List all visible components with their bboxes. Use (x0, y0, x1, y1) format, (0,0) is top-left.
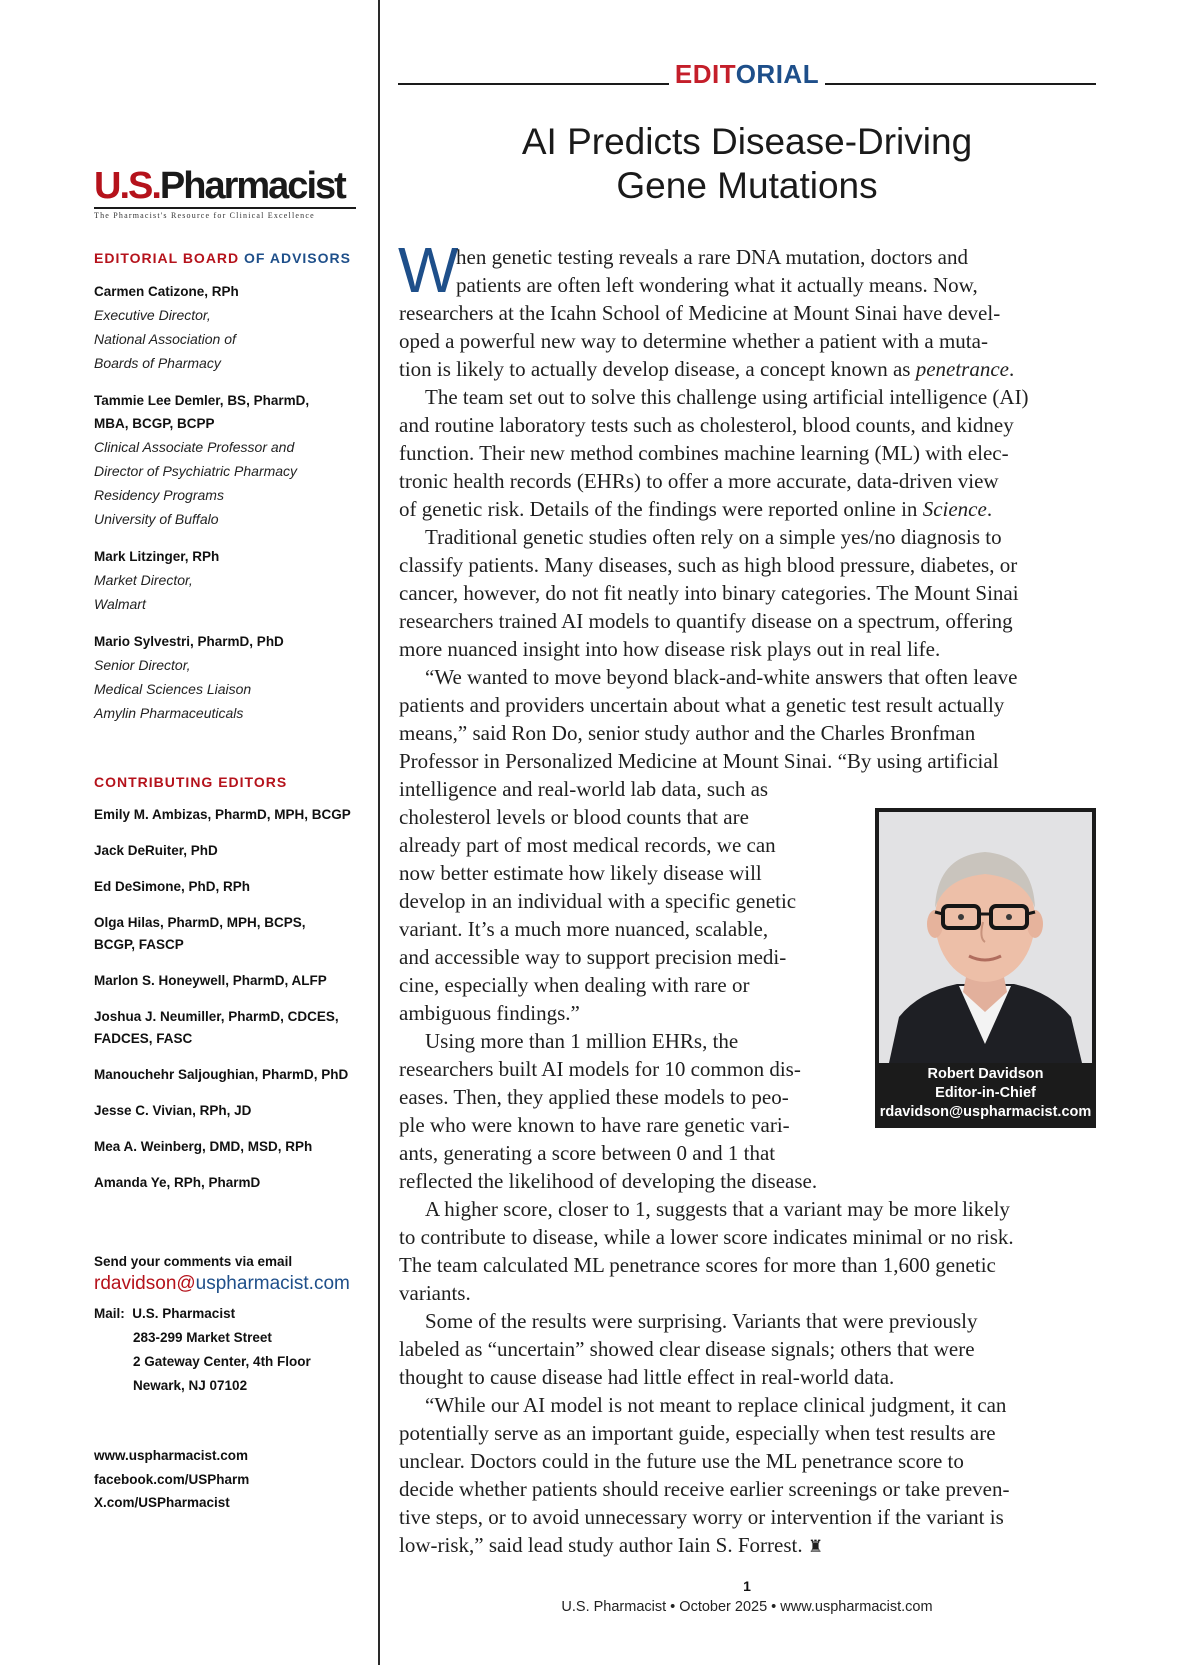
article-line: means,” said Ron Do, senior study author and the Charles Bronfman (399, 721, 976, 745)
article-line: hen genetic testing reveals a rare DNA mutation, doctors and (456, 245, 968, 269)
editor-entry: Emily M. Ambizas, PharmD, MPH, BCGP (94, 807, 351, 822)
contributing-editors-heading: CONTRIBUTING EDITORS (94, 774, 288, 790)
article-line: Some of the results were surprising. Variants that were previously (425, 1309, 978, 1333)
editor-entry: Manouchehr Saljoughian, PharmD, PhD (94, 1067, 349, 1082)
article-line: intelligence and real-world lab data, such as (399, 777, 769, 801)
publication-logo (94, 166, 356, 220)
article-line: develop in an individual with a specific genetic (399, 889, 797, 913)
section-label: EDITORIAL (398, 60, 1096, 88)
advisor-list (94, 280, 364, 725)
article-line: patients are often left wondering what it actually means. Now, (456, 273, 978, 297)
editor-email[interactable]: rdavidson@uspharmacist.com (879, 1104, 1092, 1120)
article-line: The team set out to solve this challenge using artificial intelligence (AI) (425, 385, 1029, 409)
contact-block (94, 1252, 364, 1398)
article-line: variant. It’s a much more nuanced, scalable, (399, 917, 769, 941)
editorial-board-heading: EDITORIAL BOARD OF ADVISORS (94, 250, 351, 266)
editor-entry: Joshua J. Neumiller, PharmD, CDCES, FADCES, FASC (94, 1009, 339, 1046)
editor-entry: Amanda Ye, RPh, PharmD (94, 1175, 261, 1190)
article-line: ambiguous findings.” (399, 1001, 580, 1025)
article-line: “While our AI model is not meant to replace clinical judgment, it can (425, 1393, 1007, 1417)
article-line: patients and providers uncertain about what a genetic test result actually (399, 693, 1005, 717)
drop-cap: W (398, 234, 459, 306)
comments-email-link[interactable]: rdavidson@uspharmacist.com (94, 1273, 350, 1294)
advisor-name: Carmen Catizone, RPh (94, 284, 239, 299)
social-links (94, 1444, 364, 1515)
editor-list (94, 804, 364, 1194)
article-line: classify patients. Many diseases, such as high blood pressure, diabetes, or (399, 553, 1018, 577)
advisor-title: National Association of (94, 331, 236, 347)
advisor-title: Executive Director, (94, 307, 211, 323)
advisor-name: Tammie Lee Demler, BS, PharmD, (94, 393, 310, 408)
article-line: more nuanced insight into how disease risk plays out in real life. (399, 637, 941, 661)
advisor-title: Medical Sciences Liaison (94, 681, 252, 697)
article-headline: AI Predicts Disease-Driving Gene Mutations (521, 121, 973, 206)
editor-role: Editor-in-Chief (935, 1085, 1036, 1101)
article-line: Traditional genetic studies often rely on a simple yes/no diagnosis to (425, 525, 1002, 549)
advisor-title: University of Buffalo (94, 511, 219, 527)
article-line: Using more than 1 million EHRs, the (425, 1029, 739, 1053)
mail-address: Mail: U.S. Pharmacist 283-299 Market Street 2 Gateway Center, 4th Floor Newark, NJ 07102 (94, 1306, 311, 1393)
editor-entry: Jack DeRuiter, PhD (94, 843, 218, 858)
advisor-title: Amylin Pharmaceuticals (94, 705, 244, 721)
article-line: tion is likely to actually develop disease, a concept known as penetrance. (399, 357, 1015, 381)
logo-name: Pharmacist (159, 165, 345, 207)
article-line: oped a powerful new way to determine whether a patient with a muta- (399, 329, 988, 353)
advisor-title: Residency Programs (94, 487, 224, 503)
article-line: now better estimate how likely disease will (399, 861, 762, 885)
advisor-entry (94, 280, 364, 375)
advisor-entry (94, 630, 364, 725)
end-mark-icon: ♜ (807, 1537, 824, 1557)
advisor-name: MBA, BCGP, BCPP (94, 416, 215, 431)
article-line: thought to cause disease had little effect in real-world data. (399, 1365, 895, 1389)
article-line: ple who were known to have rare genetic vari- (399, 1113, 790, 1137)
contributing-editors (94, 774, 364, 1208)
article-line: Professor in Personalized Medicine at Mount Sinai. “By using artificial (399, 749, 999, 773)
advisor-title: Clinical Associate Professor and (94, 439, 295, 455)
advisor-entry (94, 545, 364, 616)
article-line: to contribute to disease, while a lower score indicates minimal or no risk. (399, 1225, 1014, 1249)
article-line: A higher score, closer to 1, suggests that a variant may be more likely (425, 1197, 1010, 1221)
advisor-name: Mark Litzinger, RPh (94, 549, 220, 564)
logo-tagline: The Pharmacist's Resource for Clinical Excellence (94, 211, 315, 220)
comments-label: Send your comments via email (94, 1254, 293, 1269)
advisor-title: Senior Director, (94, 657, 191, 673)
article-line: potentially serve as an important guide, especially when test results are (399, 1421, 996, 1445)
page-footer: U.S. Pharmacist • October 2025 • www.uspharmacist.com (561, 1599, 933, 1615)
article-line: and accessible way to support precision medi- (399, 945, 787, 969)
facebook-link[interactable]: facebook.com/USPharm (94, 1471, 250, 1487)
article-line: already part of most medical records, we can (399, 833, 776, 857)
article-line: cholesterol levels or blood counts that are (399, 805, 749, 829)
article-line: “We wanted to move beyond black-and-white answers that often leave (425, 665, 1018, 689)
advisor-entry (94, 389, 364, 531)
advisor-title: Director of Psychiatric Pharmacy (94, 463, 298, 479)
article-line: low-risk,” said lead study author Iain S. Forrest. ♜ (399, 1533, 824, 1557)
editor-entry: Olga Hilas, PharmD, MPH, BCPS, BCGP, FASCP (94, 915, 306, 952)
article-line: eases. Then, they applied these models to peo- (399, 1085, 789, 1109)
article-line: variants. (399, 1281, 471, 1305)
advisor-title: Market Director, (94, 572, 193, 588)
article-line: The team calculated ML penetrance scores for more than 1,600 genetic (399, 1253, 996, 1277)
article-line: and routine laboratory tests such as cholesterol, blood counts, and kidney (399, 413, 1014, 437)
article-line: cancer, however, do not fit neatly into binary categories. The Mount Sinai (399, 581, 1019, 605)
article-line: researchers at the Icahn School of Medicine at Mount Sinai have devel- (399, 301, 1001, 325)
editor-name: Robert Davidson (927, 1066, 1044, 1082)
article-line: researchers built AI models for 10 common dis- (399, 1057, 801, 1081)
editor-entry: Ed DeSimone, PhD, RPh (94, 879, 251, 894)
editor-entry: Marlon S. Honeywell, PharmD, ALFP (94, 973, 327, 988)
article-line: tive steps, or to avoid unnecessary worry or intervention if the variant is (399, 1505, 1004, 1529)
article-line: of genetic risk. Details of the findings were reported online in Science. (399, 497, 993, 521)
page-number: 1 (743, 1578, 751, 1594)
column-divider (378, 0, 380, 1665)
article-line: function. Their new method combines machine learning (ML) with elec- (399, 441, 1009, 465)
logo-prefix: U.S. (94, 165, 160, 207)
website-link[interactable]: www.uspharmacist.com (94, 1448, 249, 1463)
article-line: tronic health records (EHRs) to offer a more accurate, data-driven view (399, 469, 999, 493)
article-line: unclear. Doctors could in the future use the ML penetrance score to (399, 1449, 964, 1473)
article-line: labeled as “uncertain” showed clear disease signals; others that were (399, 1337, 975, 1361)
article-line: researchers trained AI models to quantify disease on a spectrum, offering (399, 609, 1013, 633)
editor-portrait (879, 812, 1092, 1063)
article-line: cine, especially when dealing with rare or (399, 973, 750, 997)
editor-entry: Mea A. Weinberg, DMD, MSD, RPh (94, 1139, 313, 1154)
editorial-board (94, 250, 364, 725)
advisor-title: Walmart (94, 596, 146, 612)
advisor-name: Mario Sylvestri, PharmD, PhD (94, 634, 284, 649)
article-line: reflected the likelihood of developing the disease. (399, 1169, 818, 1193)
photo-caption (875, 1065, 1096, 1122)
article-line: ants, generating a score between 0 and 1 that (399, 1141, 776, 1165)
x-link[interactable]: X.com/USPharmacist (94, 1495, 230, 1510)
editor-entry: Jesse C. Vivian, RPh, JD (94, 1103, 252, 1118)
advisor-title: Boards of Pharmacy (94, 355, 221, 371)
editor-photo-box (875, 808, 1096, 1128)
article-line: decide whether patients should receive earlier screenings or take preven- (399, 1477, 1010, 1501)
